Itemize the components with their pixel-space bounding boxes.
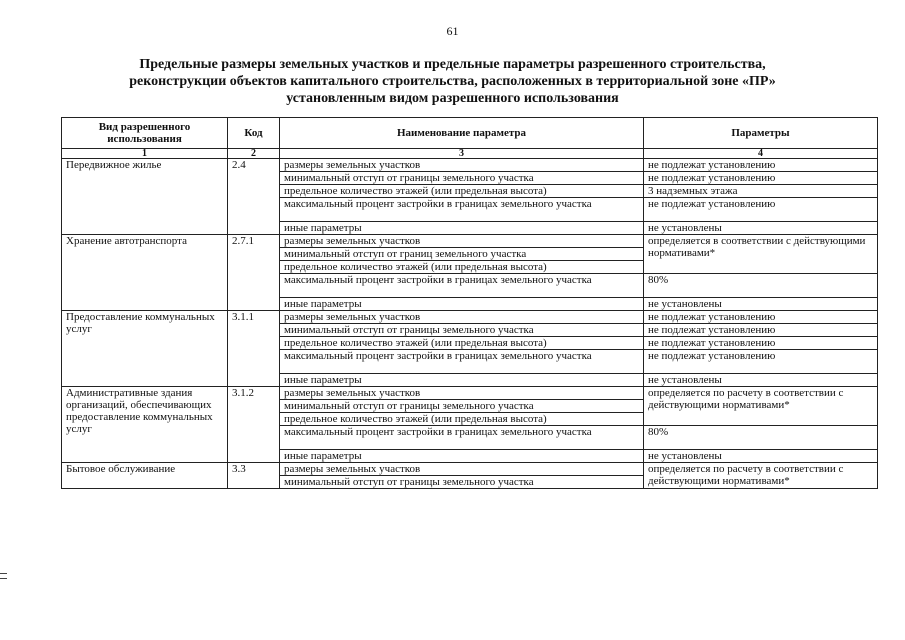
parameter-name-cell: предельное количество этажей (или предельная высота) [280,185,644,198]
parameter-name-cell: минимальный отступ от границ земельного участка [280,248,644,261]
parameter-value-cell: 3 надземных этажа [644,185,878,198]
parameter-value-cell: не установлены [644,298,878,311]
parameter-name-cell: размеры земельных участков [280,463,644,476]
parameter-name-cell: минимальный отступ от границы земельного участка [280,476,644,489]
parameter-name-cell: максимальный процент застройки в границах земельного участка [280,426,644,450]
usage-type-cell: Хранение автотранспорта [62,235,228,311]
table-row [62,387,878,400]
usage-type-cell: Предоставление коммунальных услуг [62,311,228,387]
table-row [62,463,878,476]
parameter-value-cell: не подлежат установлению [644,324,878,337]
parameter-name-cell: предельное количество этажей (или предельная высота) [280,337,644,350]
parameter-name-cell: иные параметры [280,298,644,311]
column-header: Вид разрешенного использования [62,118,228,149]
column-number: 1 [62,149,228,159]
parameter-name-cell: минимальный отступ от границы земельного участка [280,324,644,337]
parameter-value-cell: 80% [644,274,878,298]
parameter-name-cell: размеры земельных участков [280,235,644,248]
usage-type-cell: Административные здания организаций, обеспечивающих предоставление коммунальных услуг [62,387,228,463]
column-header: Наименование параметра [280,118,644,149]
parameter-value-cell: не подлежат установлению [644,350,878,374]
parameter-name-cell: минимальный отступ от границы земельного участка [280,400,644,413]
parameter-value-cell: не подлежат установлению [644,159,878,172]
usage-type-cell: Бытовое обслуживание [62,463,228,489]
table-row [62,311,878,324]
table-header-row [62,118,878,149]
code-cell: 2.7.1 [228,235,280,311]
parameter-value-cell: не подлежат установлению [644,311,878,324]
code-cell: 3.1.1 [228,311,280,387]
column-number: 2 [228,149,280,159]
parameter-name-cell: размеры земельных участков [280,311,644,324]
parameter-name-cell: размеры земельных участков [280,159,644,172]
margin-mark [0,573,7,574]
parameter-value-cell: не установлены [644,222,878,235]
parameter-name-cell: предельное количество этажей (или предельная высота) [280,261,644,274]
parameter-value-cell: не подлежат установлению [644,337,878,350]
page-number: 61 [446,24,459,38]
parameter-name-cell: максимальный процент застройки в границах земельного участка [280,198,644,222]
code-cell: 3.3 [228,463,280,489]
document-title: Предельные размеры земельных участков и предельные параметры разрешенного строительства, реконструкции объектов капитального строительства, расположенных в территориальной зоне «ПР» установленным видом разрешенного использования [129,57,776,106]
column-header: Код [228,118,280,149]
parameter-name-cell: иные параметры [280,222,644,235]
table-row [62,159,878,172]
parameter-value-cell: не подлежат установлению [644,198,878,222]
parameter-value-cell: определяется по расчету в соответствии с действующими нормативами* [644,387,878,426]
parameter-name-cell: размеры земельных участков [280,387,644,400]
land-parameters-table [61,117,878,489]
parameter-value-cell: не подлежат установлению [644,172,878,185]
parameter-value-cell: не установлены [644,450,878,463]
parameter-value-cell: определяется по расчету в соответствии с действующими нормативами* [644,463,878,489]
column-number-row [62,149,878,159]
parameter-name-cell: иные параметры [280,374,644,387]
parameter-value-cell: определяется в соответствии с действующими нормативами* [644,235,878,274]
parameter-name-cell: предельное количество этажей (или предельная высота) [280,413,644,426]
column-number: 4 [644,149,878,159]
code-cell: 2.4 [228,159,280,235]
code-cell: 3.1.2 [228,387,280,463]
table-row [62,235,878,248]
parameter-value-cell: не установлены [644,374,878,387]
parameter-name-cell: минимальный отступ от границы земельного участка [280,172,644,185]
parameter-name-cell: максимальный процент застройки в границах земельного участка [280,350,644,374]
parameter-value-cell: 80% [644,426,878,450]
parameter-name-cell: иные параметры [280,450,644,463]
usage-type-cell: Передвижное жилье [62,159,228,235]
margin-mark [0,578,7,579]
column-number: 3 [280,149,644,159]
parameter-name-cell: максимальный процент застройки в границах земельного участка [280,274,644,298]
column-header: Параметры [644,118,878,149]
